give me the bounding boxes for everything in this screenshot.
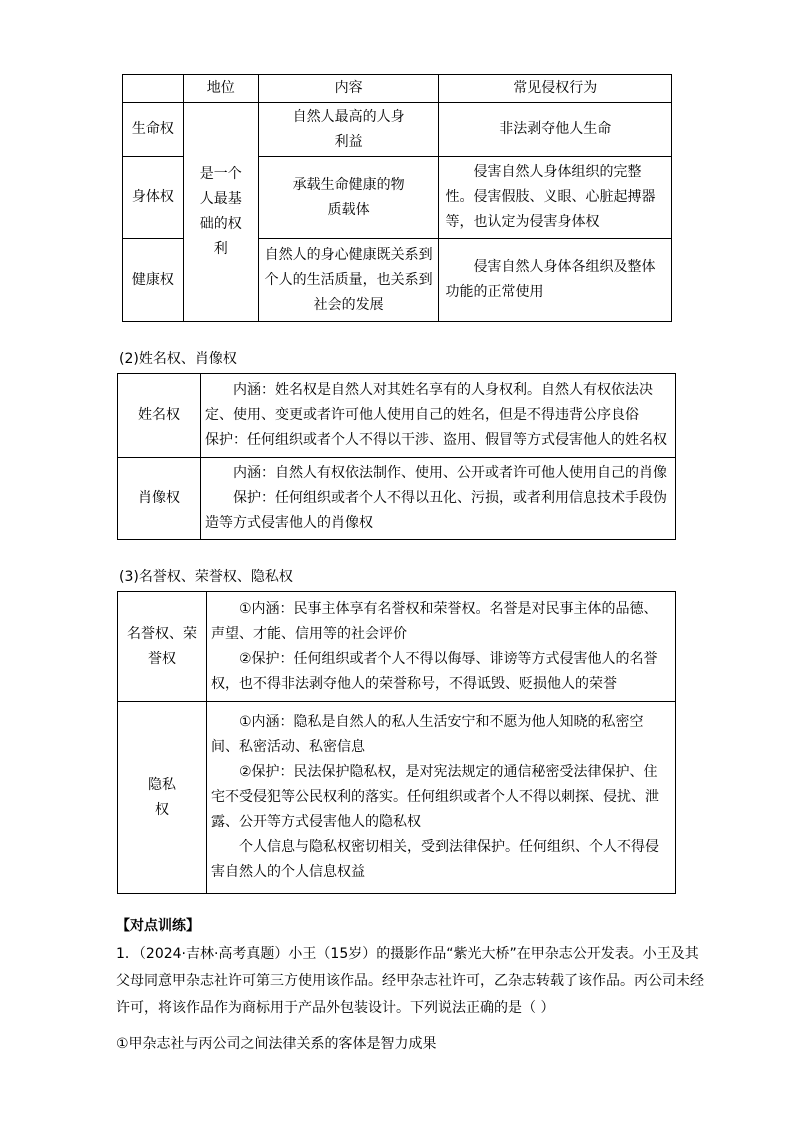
right-name: 隐私权 <box>118 702 207 894</box>
detail-line: 内涵：自然人有权依法制作、使用、公开或者许可他人使用自己的肖像 <box>233 465 667 481</box>
status-cell: 是一个人最基础的权利 <box>183 103 258 322</box>
table-row <box>118 592 676 702</box>
header-status: 地位 <box>183 75 258 103</box>
detail-line: ②保护：民法保护隐私权，是对宪法规定的通信秘密受法律保护、住宅不受侵犯等公民权利的落实。任何组织或者个人不得以刺探、侵扰、泄露、公开等方式侵害他人的隐私权 <box>211 764 659 830</box>
header-empty <box>123 75 184 103</box>
personal-rights-table <box>122 74 672 322</box>
table-row <box>118 458 676 540</box>
table-row <box>123 103 672 157</box>
right-detail <box>207 592 676 702</box>
content-cell: 承载生命健康的物质载体 <box>258 157 439 239</box>
content-cell: 自然人的身心健康既关系到个人的生活质量，也关系到社会的发展 <box>258 239 439 322</box>
table-row <box>118 374 676 458</box>
detail-line: ②保护：任何组织或者个人不得以侮辱、诽谤等方式侵害他人的名誉权，也不得非法剥夺他人的荣誉称号，不得诋毁、贬损他人的荣誉 <box>211 650 658 692</box>
name-portrait-table <box>117 373 676 540</box>
right-name: 身体权 <box>123 157 184 239</box>
header-content: 内容 <box>258 75 439 103</box>
right-name: 姓名权 <box>118 374 201 458</box>
right-detail <box>201 458 676 540</box>
detail-line: ①内涵：隐私是自然人的私人生活安宁和不愿为他人知晓的私密空间、私密活动、私密信息 <box>211 714 644 755</box>
detail-line: ①内涵：民事主体享有名誉权和荣誉权。名誉是对民事主体的品德、声望、才能、信用等的社会评价 <box>211 600 658 642</box>
header-violation: 常见侵权行为 <box>439 75 672 103</box>
right-name: 肖像权 <box>118 458 201 540</box>
section-title-reputation-privacy: (3)名誉权、荣誉权、隐私权 <box>119 569 293 585</box>
detail-line: 内涵：姓名权是自然人对其姓名享有的人身权利。自然人有权依法决定、使用、变更或者许可他人使用自己的姓名，但是不得违背公序良俗 <box>205 382 653 423</box>
training-heading: 【对点训练】 <box>116 918 200 934</box>
table-row <box>118 702 676 894</box>
detail-line: 个人信息与隐私权密切相关，受到法律保护。任何组织、个人不得侵害自然人的个人信息权益 <box>211 839 659 880</box>
violation-cell: 非法剥夺他人生命 <box>439 103 672 157</box>
right-detail <box>201 374 676 458</box>
section-title-name-portrait: (2)姓名权、肖像权 <box>119 351 237 367</box>
right-name: 生命权 <box>123 103 184 157</box>
violation-cell: 侵害自然人身体组织的完整性。侵害假肢、义眼、心脏起搏器等，也认定为侵害身体权 <box>439 157 672 239</box>
detail-line: 保护：任何组织或者个人不得以丑化、污损，或者利用信息技术手段伪造等方式侵害他人的肖像权 <box>205 490 667 531</box>
right-detail <box>207 702 676 894</box>
option-1: ①甲杂志社与丙公司之间法律关系的客体是智力成果 <box>116 1036 437 1052</box>
detail-line: 保护：任何组织或者个人不得以干涉、盗用、假冒等方式侵害他人的姓名权 <box>205 432 667 448</box>
reputation-privacy-table <box>117 591 676 894</box>
question-text: 1．（2024·吉林·高考真题）小王（15岁）的摄影作品“紫光大桥”在甲杂志公开发表。小王及其父母同意甲杂志社许可第三方使用该作品。经甲杂志社许可，乙杂志转载了该作品。丙公司未经许可，将该作品作为商标用于产品外包装设计。下列说法正确的是（ ） <box>116 946 704 1016</box>
right-name: 名誉权、荣誉权 <box>118 592 207 702</box>
right-name: 健康权 <box>123 239 184 322</box>
content-cell: 自然人最高的人身利益 <box>258 103 439 157</box>
violation-cell: 侵害自然人身体各组织及整体功能的正常使用 <box>439 239 672 322</box>
